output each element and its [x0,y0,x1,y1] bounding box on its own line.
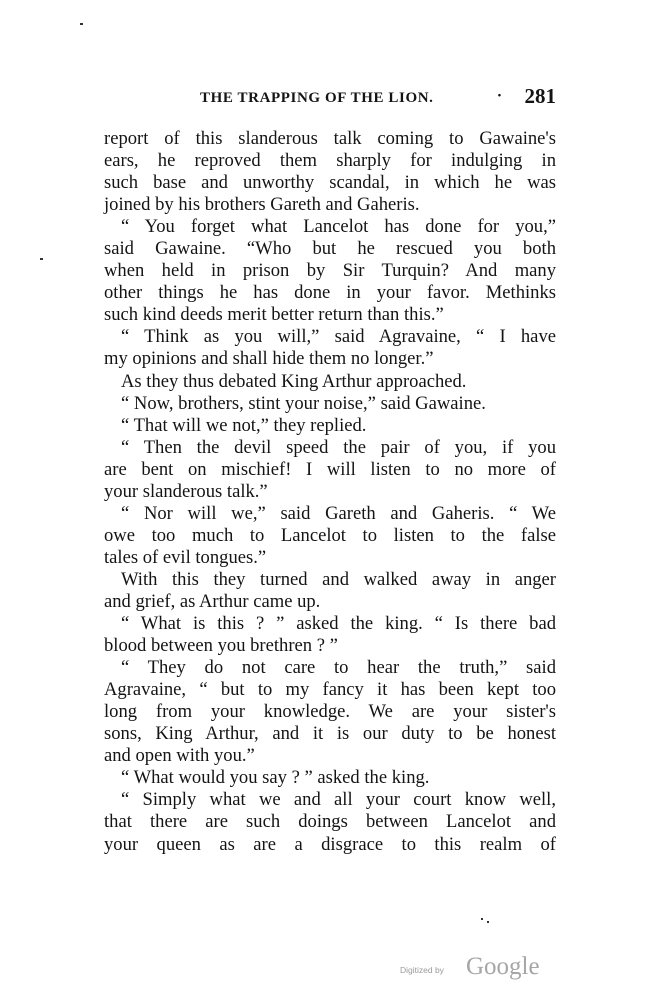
text-line: that there are such doings between Lancelot and [104,811,556,833]
text-line: owe too much to Lancelot to listen to the false [104,524,556,546]
text-line: such base and unworthy scandal, in which he was [104,172,556,194]
text-line: “ You forget what Lancelot has done for you,” [121,216,556,238]
text-line: your slanderous talk.” [104,480,268,502]
text-line: report of this slanderous talk coming to Gawaine's [104,128,556,149]
text-line: “ They do not care to hear the truth,” said [121,657,556,679]
text-line: joined by his brothers Gareth and Gaheris. [104,194,420,216]
watermark-prefix: Digitized by [400,965,444,975]
text-line: other things he has done in your favor. Methinks [104,282,556,304]
google-logo: Google [466,953,540,980]
scan-speck [80,23,83,25]
text-line: such kind deeds merit better return than this.” [104,304,444,326]
text-line: “ What is this ? ” asked the king. “ Is there bad [121,613,556,635]
scan-speck [487,921,489,923]
text-line: and open with you.” [104,745,255,767]
text-line: “ Nor will we,” said Gareth and Gaheris. “ We [121,502,556,524]
text-line: ears, he reproved them sharply for indulging in [104,150,556,172]
header-dot: · [497,88,502,104]
text-line: “ Think as you will,” said Agravaine, “ I have [121,326,556,348]
text-line: are bent on mischief! I will listen to no more of [104,458,556,480]
page-header [104,84,556,114]
text-line: and grief, as Arthur came up. [104,590,321,612]
text-line: “ Simply what we and all your court know well, [121,789,556,811]
text-line: when held in prison by Sir Turquin? And many [104,260,556,282]
running-title: THE TRAPPING OF THE LION. [200,90,434,106]
text-line: your queen as are a disgrace to this realm of [104,833,556,855]
body-text [104,128,556,856]
scan-speck [40,258,43,260]
text-line: “ That will we not,” they replied. [121,414,367,436]
text-line: “ Then the devil speed the pair of you, if you [121,436,556,458]
text-line: Agravaine, “ but to my fancy it has been kept too [104,679,556,701]
text-line: said Gawaine. “Who but he rescued you both [104,238,556,260]
text-line: “ What would you say ? ” asked the king. [121,767,430,789]
digitized-by-google-watermark [400,955,560,983]
scan-speck [481,918,483,920]
text-line: “ Now, brothers, stint your noise,” said Gawaine. [121,392,486,414]
text-line: long from your knowledge. We are your sister's [104,701,556,723]
text-line: my opinions and shall hide them no longer.” [104,348,434,370]
page-number: 281 [524,84,556,108]
text-line: blood between you brethren ? ” [104,635,338,657]
text-line: sons, King Arthur, and it is our duty to be honest [104,723,556,745]
text-line: As they thus debated King Arthur approached. [121,370,467,392]
text-line: tales of evil tongues.” [104,546,267,568]
text-line: With this they turned and walked away in anger [121,568,556,590]
